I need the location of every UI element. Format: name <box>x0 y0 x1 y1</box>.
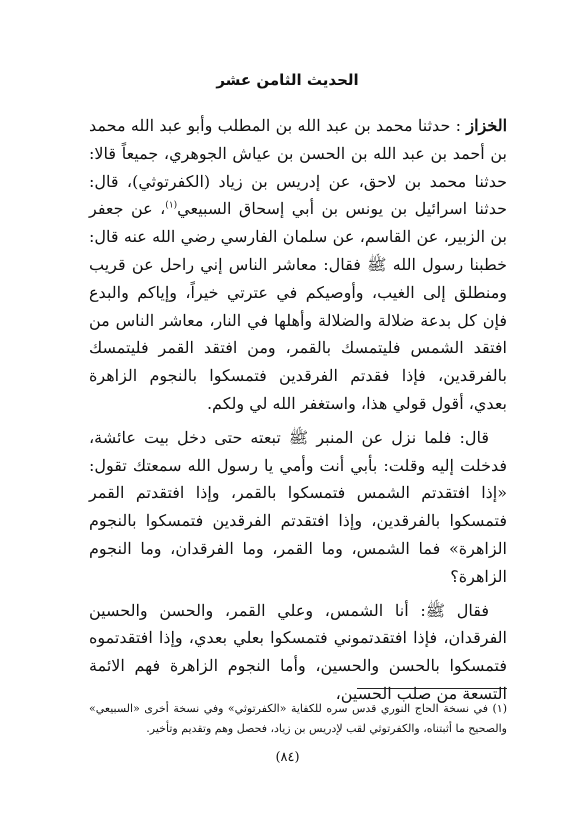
paragraph-1 <box>89 112 507 418</box>
paragraph-2: قال: فلما نزل عن المنبر ﷺ تبعته حتى دخل بيت عائشة، فدخلت إليه وقلت: بأبي أنت وأمي يا رسول الله سمعتك تقول: «إذا افتقدتم الشمس فتمسكوا بالقمر، وإذا افتقدتم القمر فتمسكوا بالفرقدين، وإذا افتقدتم الفرقدين فتمسكوا بالنجوم الزاهرة» فما الشمس، وما القمر، وما الفرقدان، وما النجوم الزاهرة؟ <box>89 427 507 586</box>
page-number: (٨٤) <box>275 750 300 765</box>
paragraph-3: فقال ﷺ: أنا الشمس، وعلي القمر، والحسن والحسين الفرقدان، فإذا افتقدتموني فتمسكوا بعلي بعدي، وإذا افتقدتموه فتمسكوا بالحسن والحسين، وأما النجوم الزاهرة فهم الائمة التسعة من صلب الحسين، <box>89 600 508 703</box>
narrator-keyword: الخزاز <box>466 116 508 135</box>
paragraph-1-text: : حدثنا محمد بن عبد الله بن المطلب وأبو عبد الله محمد بن أحمد بن عبد الله بن الحسن بن عياش الجوهري، جميعاً قالا: حدثنا محمد بن لاحق، عن إدريس بن زياد (الكفرتوثي)، قال: حدثنا اسرائيل بن يونس بن أبي إسحاق السبيعي <box>89 116 508 219</box>
hadith-heading: الحديث الثامن عشر <box>216 71 359 89</box>
footnote-divider <box>357 688 507 689</box>
footnote-marker: (١) <box>165 201 178 212</box>
footnote: (١) في نسخة الحاج النوري قدس سره للكفاية «الكفرتوثي» وفي نسخة أخرى «السبيعي» والصحيح ما أثبتناه، والكفرتوثي لقب لإدريس بن زياد، فحصل وهم وتقديم وتأخير. <box>89 702 507 735</box>
paragraph-1-text-cont: ، عن جعفر بن الزبير، عن القاسم، عن سلمان الفارسي رضي الله عنه قال: خطبنا رسول الله ﷺ فقال: معاشر الناس إني راحل عن قريب ومنطلق إلى الغيب، وأوصيكم في عترتي خيراً، وإياكم والبدع فإن كل بدعة ضلالة والضلالة وأهلها في النار، معاشر الناس من افتقد الشمس فليتمسك بالقمر، ومن افتقد القمر فليتمسك بالفرقدين، فإذا فقدتم الفرقدين فتمسكوا بالنجوم الزاهرة بعدي، أقول قولي هذا، واستغفر الله لي ولكم. <box>89 199 507 413</box>
main-text <box>89 112 507 714</box>
